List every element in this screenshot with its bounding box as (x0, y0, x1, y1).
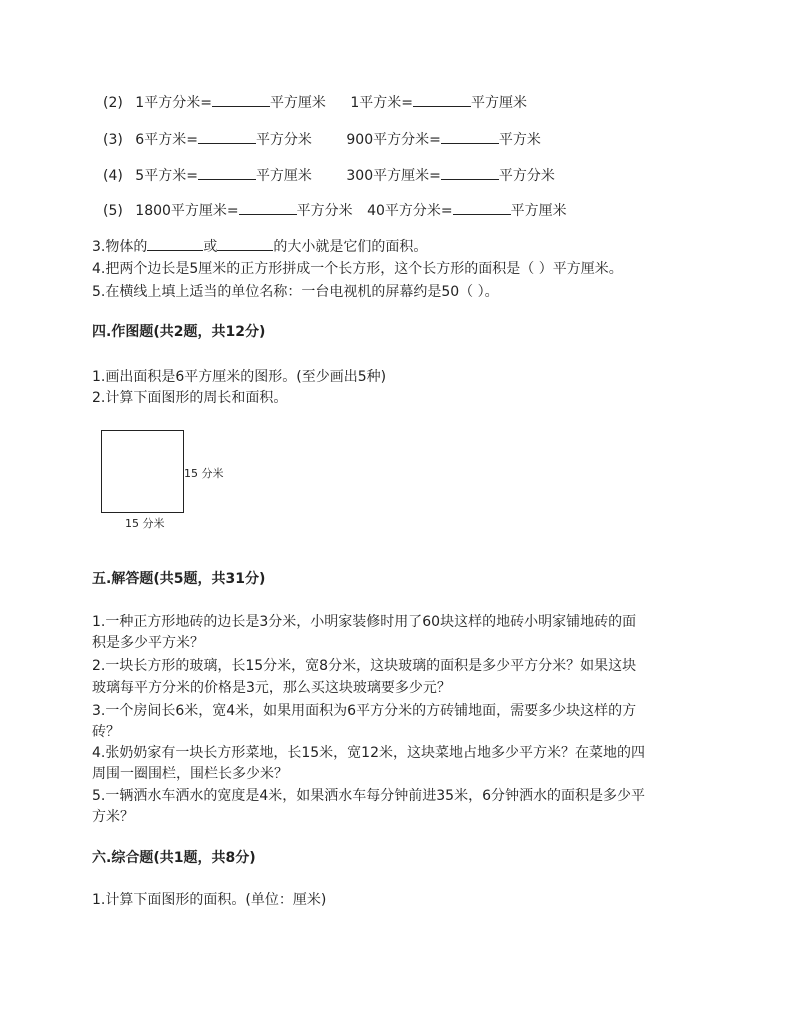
question-5: 5.在横线上填上适当的单位名称：一台电视机的屏幕约是50（ ）。 (92, 284, 499, 300)
item-number: (2) (103, 95, 123, 111)
section-5-line: 方米？ (92, 809, 134, 825)
answer-blank[interactable] (217, 236, 273, 251)
conversion-right-prefix: 40平方分米= (367, 203, 453, 219)
conversion-row (103, 165, 555, 186)
conversion-right-unit: 平方厘米 (471, 95, 528, 111)
section-4-question-2: 2.计算下面图形的周长和面积。 (92, 390, 288, 406)
answer-blank[interactable] (413, 92, 471, 107)
conversion-right-unit: 平方米 (498, 132, 541, 148)
square-bottom-label: 15 分米 (125, 517, 165, 530)
conversion-right-prefix: 900平方分米= (346, 132, 441, 148)
q3-text-b: 或 (203, 239, 218, 255)
conversion-right-prefix: 300平方厘米= (346, 168, 441, 184)
section-4-question-1: 1.画出面积是6平方厘米的图形。(至少画出5种) (92, 369, 387, 385)
item-number: (3) (103, 132, 123, 148)
section-5-line: 1.一种正方形地砖的边长是3分米，小明家装修时用了60块这样的地砖小明家铺地砖的面 (92, 614, 637, 630)
answer-blank[interactable] (441, 165, 499, 180)
section-5-line: 积是多少平方米？ (92, 635, 204, 651)
section-5-line: 5.一辆洒水车洒水的宽度是4米，如果洒水车每分钟前进35米，6分钟洒水的面积是多少平 (92, 788, 645, 804)
item-number: (5) (103, 203, 123, 219)
conversion-left-prefix: 6平方米= (135, 132, 198, 148)
conversion-left-prefix: 1800平方厘米= (135, 203, 239, 219)
item-number: (4) (103, 168, 123, 184)
conversion-right-prefix: 1平方米= (350, 95, 414, 111)
section-5-line: 砖？ (92, 724, 120, 740)
section-5-line: 4.张奶奶家有一块长方形菜地，长15米，宽12米，这块菜地占地多少平方米？在菜地的四 (92, 745, 645, 761)
answer-blank[interactable] (198, 165, 256, 180)
answer-blank[interactable] (212, 92, 270, 107)
square-figure (101, 430, 184, 513)
question-4: 4.把两个边长是5厘米的正方形拼成一个长方形，这个长方形的面积是（ ）平方厘米。 (92, 261, 623, 277)
q3-text-c: 的大小就是它们的面积。 (273, 239, 428, 255)
conversion-row (103, 200, 567, 221)
conversion-row (103, 92, 527, 113)
section-5-line: 2.一块长方形的玻璃，长15分米，宽8分米，这块玻璃的面积是多少平方分米？如果这块 (92, 658, 637, 674)
conversion-right-unit: 平方厘米 (510, 203, 567, 219)
section-6-question-1: 1.计算下面图形的面积。(单位：厘米) (92, 892, 327, 908)
answer-blank[interactable] (453, 200, 511, 215)
square-side-label: 15 分米 (184, 467, 224, 480)
answer-blank[interactable] (239, 200, 297, 215)
answer-blank[interactable] (441, 129, 499, 144)
question-3 (92, 236, 427, 257)
conversion-left-unit: 平方分米 (255, 132, 312, 148)
q3-text-a: 3.物体的 (92, 239, 148, 255)
answer-blank[interactable] (198, 129, 256, 144)
answer-blank[interactable] (147, 236, 203, 251)
conversion-left-unit: 平方分米 (296, 203, 353, 219)
conversion-right-unit: 平方分米 (498, 168, 555, 184)
conversion-row (103, 129, 541, 150)
conversion-left-unit: 平方厘米 (269, 95, 326, 111)
section-5-line: 玻璃每平方分米的价格是3元，那么买这块玻璃要多少元？ (92, 680, 451, 696)
section-5-title: 五.解答题(共5题，共31分) (92, 571, 266, 587)
section-5-line: 周围一圈围栏，围栏长多少米？ (92, 766, 288, 782)
conversion-left-unit: 平方厘米 (255, 168, 312, 184)
section-6-title: 六.综合题(共1题，共8分) (92, 850, 256, 866)
section-4-title: 四.作图题(共2题，共12分) (92, 324, 266, 340)
conversion-left-prefix: 5平方米= (135, 168, 198, 184)
conversion-left-prefix: 1平方分米= (135, 95, 212, 111)
section-5-line: 3.一个房间长6米，宽4米，如果用面积为6平方分米的方砖铺地面，需要多少块这样的方 (92, 703, 637, 719)
